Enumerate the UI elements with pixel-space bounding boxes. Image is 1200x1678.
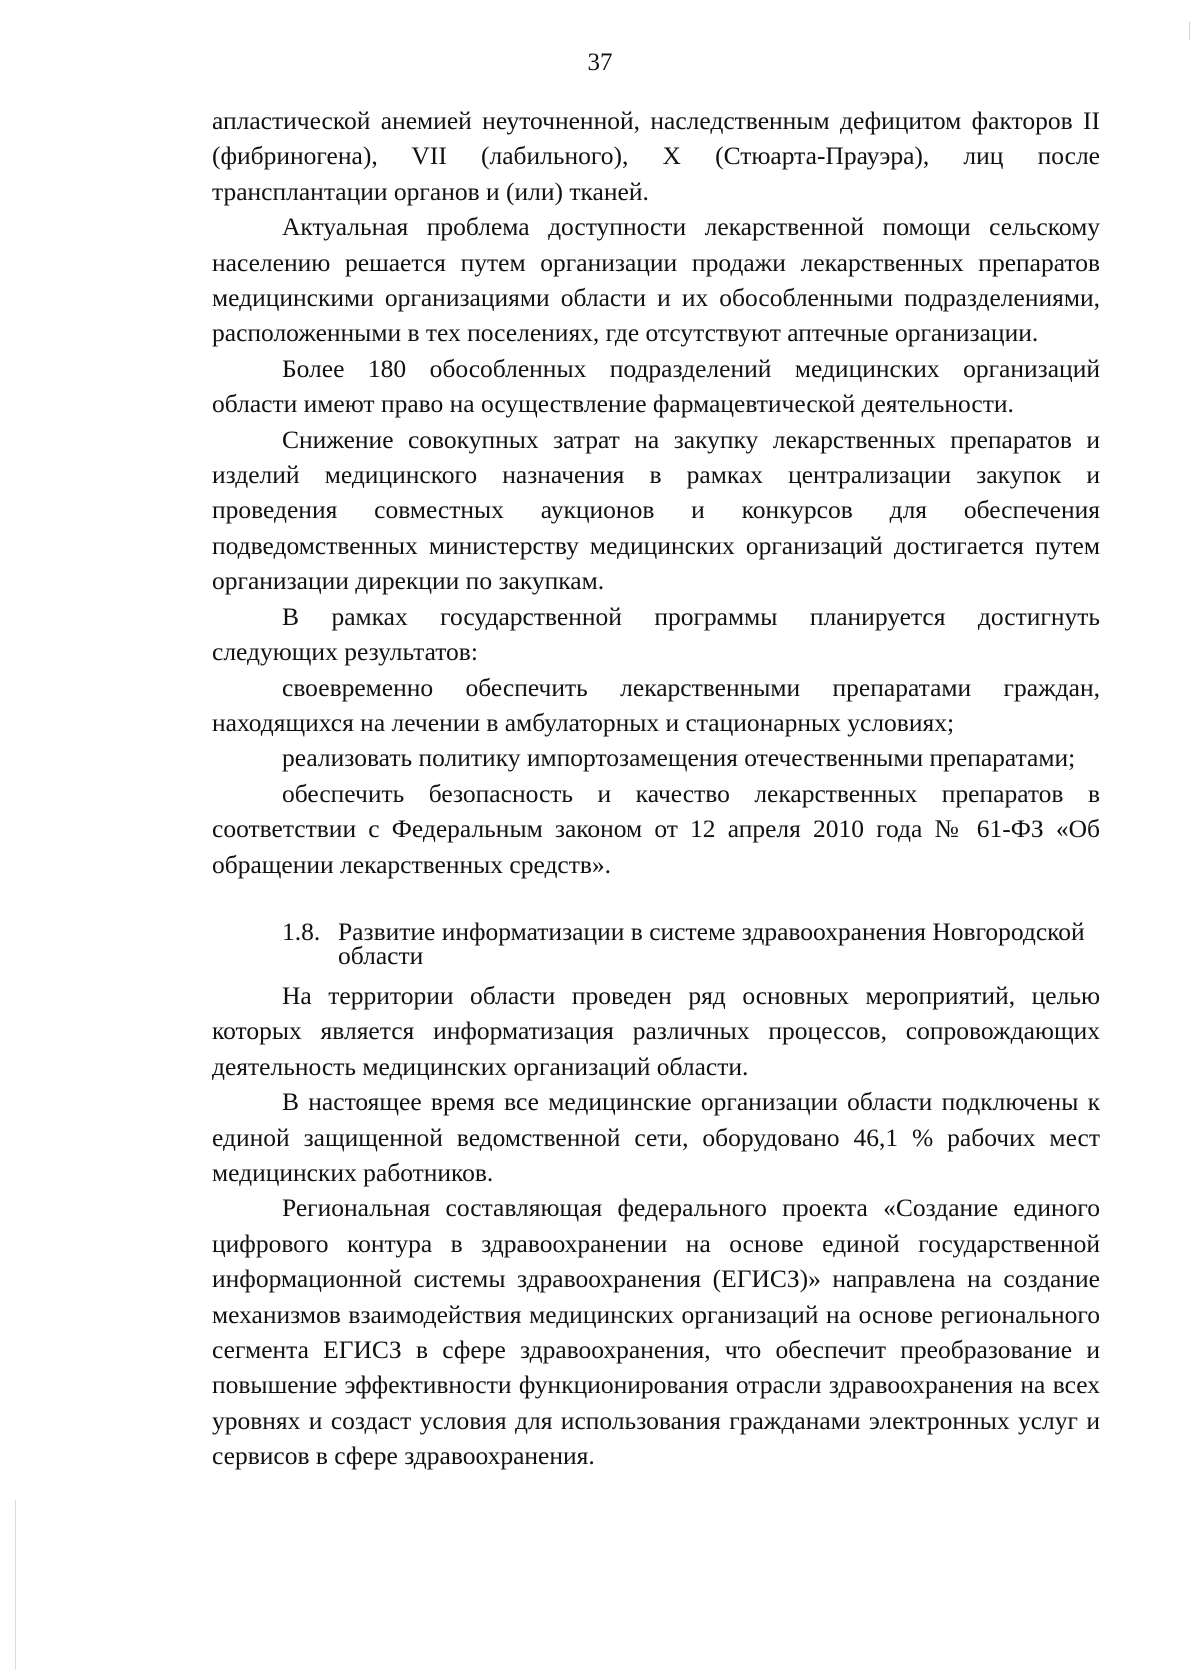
- paragraph-continuation: апластической анемией неуточненной, наследственным дефицитом факторов II (фибриногена), VII (лабильного), X (Стюарта-Прауэра), лиц после трансплантации органов и (или) тканей.: [212, 106, 1100, 206]
- section-heading: [282, 916, 1100, 970]
- scan-edge-mark: [15, 1500, 16, 1670]
- section-number: 1.8.: [282, 916, 321, 946]
- paragraph: Региональная составляющая федерального проекта «Создание единого цифрового контура в здравоохранении на основе единой государственной информационной системы здравоохранения (ЕГИСЗ)» направлена на создание механизмов взаимодействия медицинских организаций на основе регионального сегмента ЕГИСЗ в сфере здравоохранения, что обеспечит преобразование и повышение эффективности функционирования отрасли здравоохранения на всех уровнях и создаст условия для использования гражданами электронных услуг и сервисов в сфере здравоохранения.: [212, 1193, 1100, 1471]
- paragraph: На территории области проведен ряд основных мероприятий, целью которых является информатизация различных процессов, сопровождающих деятельность медицинских организаций области.: [212, 980, 1100, 1081]
- scan-edge-mark: [1189, 22, 1190, 40]
- paragraph: Снижение совокупных затрат на закупку лекарственных препаратов и изделий медицинского назначения в рамках централизации закупок и проведения совместных аукционов и конкурсов для обеспечения подведомственных министерству медицинских организаций достигается путем организации дирекции по закупкам.: [212, 424, 1100, 596]
- list-item: обеспечить безопасность и качество лекарственных препаратов в соответствии с Федеральным законом от 12 апреля 2010 года № 61-ФЗ «Об обращении лекарственных средств».: [212, 778, 1100, 879]
- paragraph: В настоящее время все медицинские организации области подключены к единой защищенной ведомственной сети, оборудовано 46,1 % рабочих мест медицинских работников.: [212, 1087, 1100, 1187]
- paragraph: Актуальная проблема доступности лекарственной помощи сельскому населению решается путем организации продажи лекарственных препаратов медицинскими организациями области и их обособленными подразделениями, расположенными в тех поселениях, где отсутствуют аптечные организации.: [212, 212, 1100, 348]
- list-item: реализовать политику импортозамещения отечественными препаратами;: [282, 743, 1076, 773]
- paragraph: В рамках государственной программы планируется достигнуть следующих результатов:: [212, 601, 1100, 667]
- list-item: своевременно обеспечить лекарственными препаратами граждан, находящихся на лечении в амбулаторных и стационарных условиях;: [212, 672, 1100, 737]
- section-title: Развитие информатизации в системе здравоохранения Новгородской области: [338, 916, 1085, 970]
- page-number: 37: [587, 49, 613, 76]
- document-body: [212, 103, 1100, 1474]
- paragraph: Более 180 обособленных подразделений медицинских организаций области имеют право на осуществление фармацевтической деятельности.: [212, 353, 1100, 419]
